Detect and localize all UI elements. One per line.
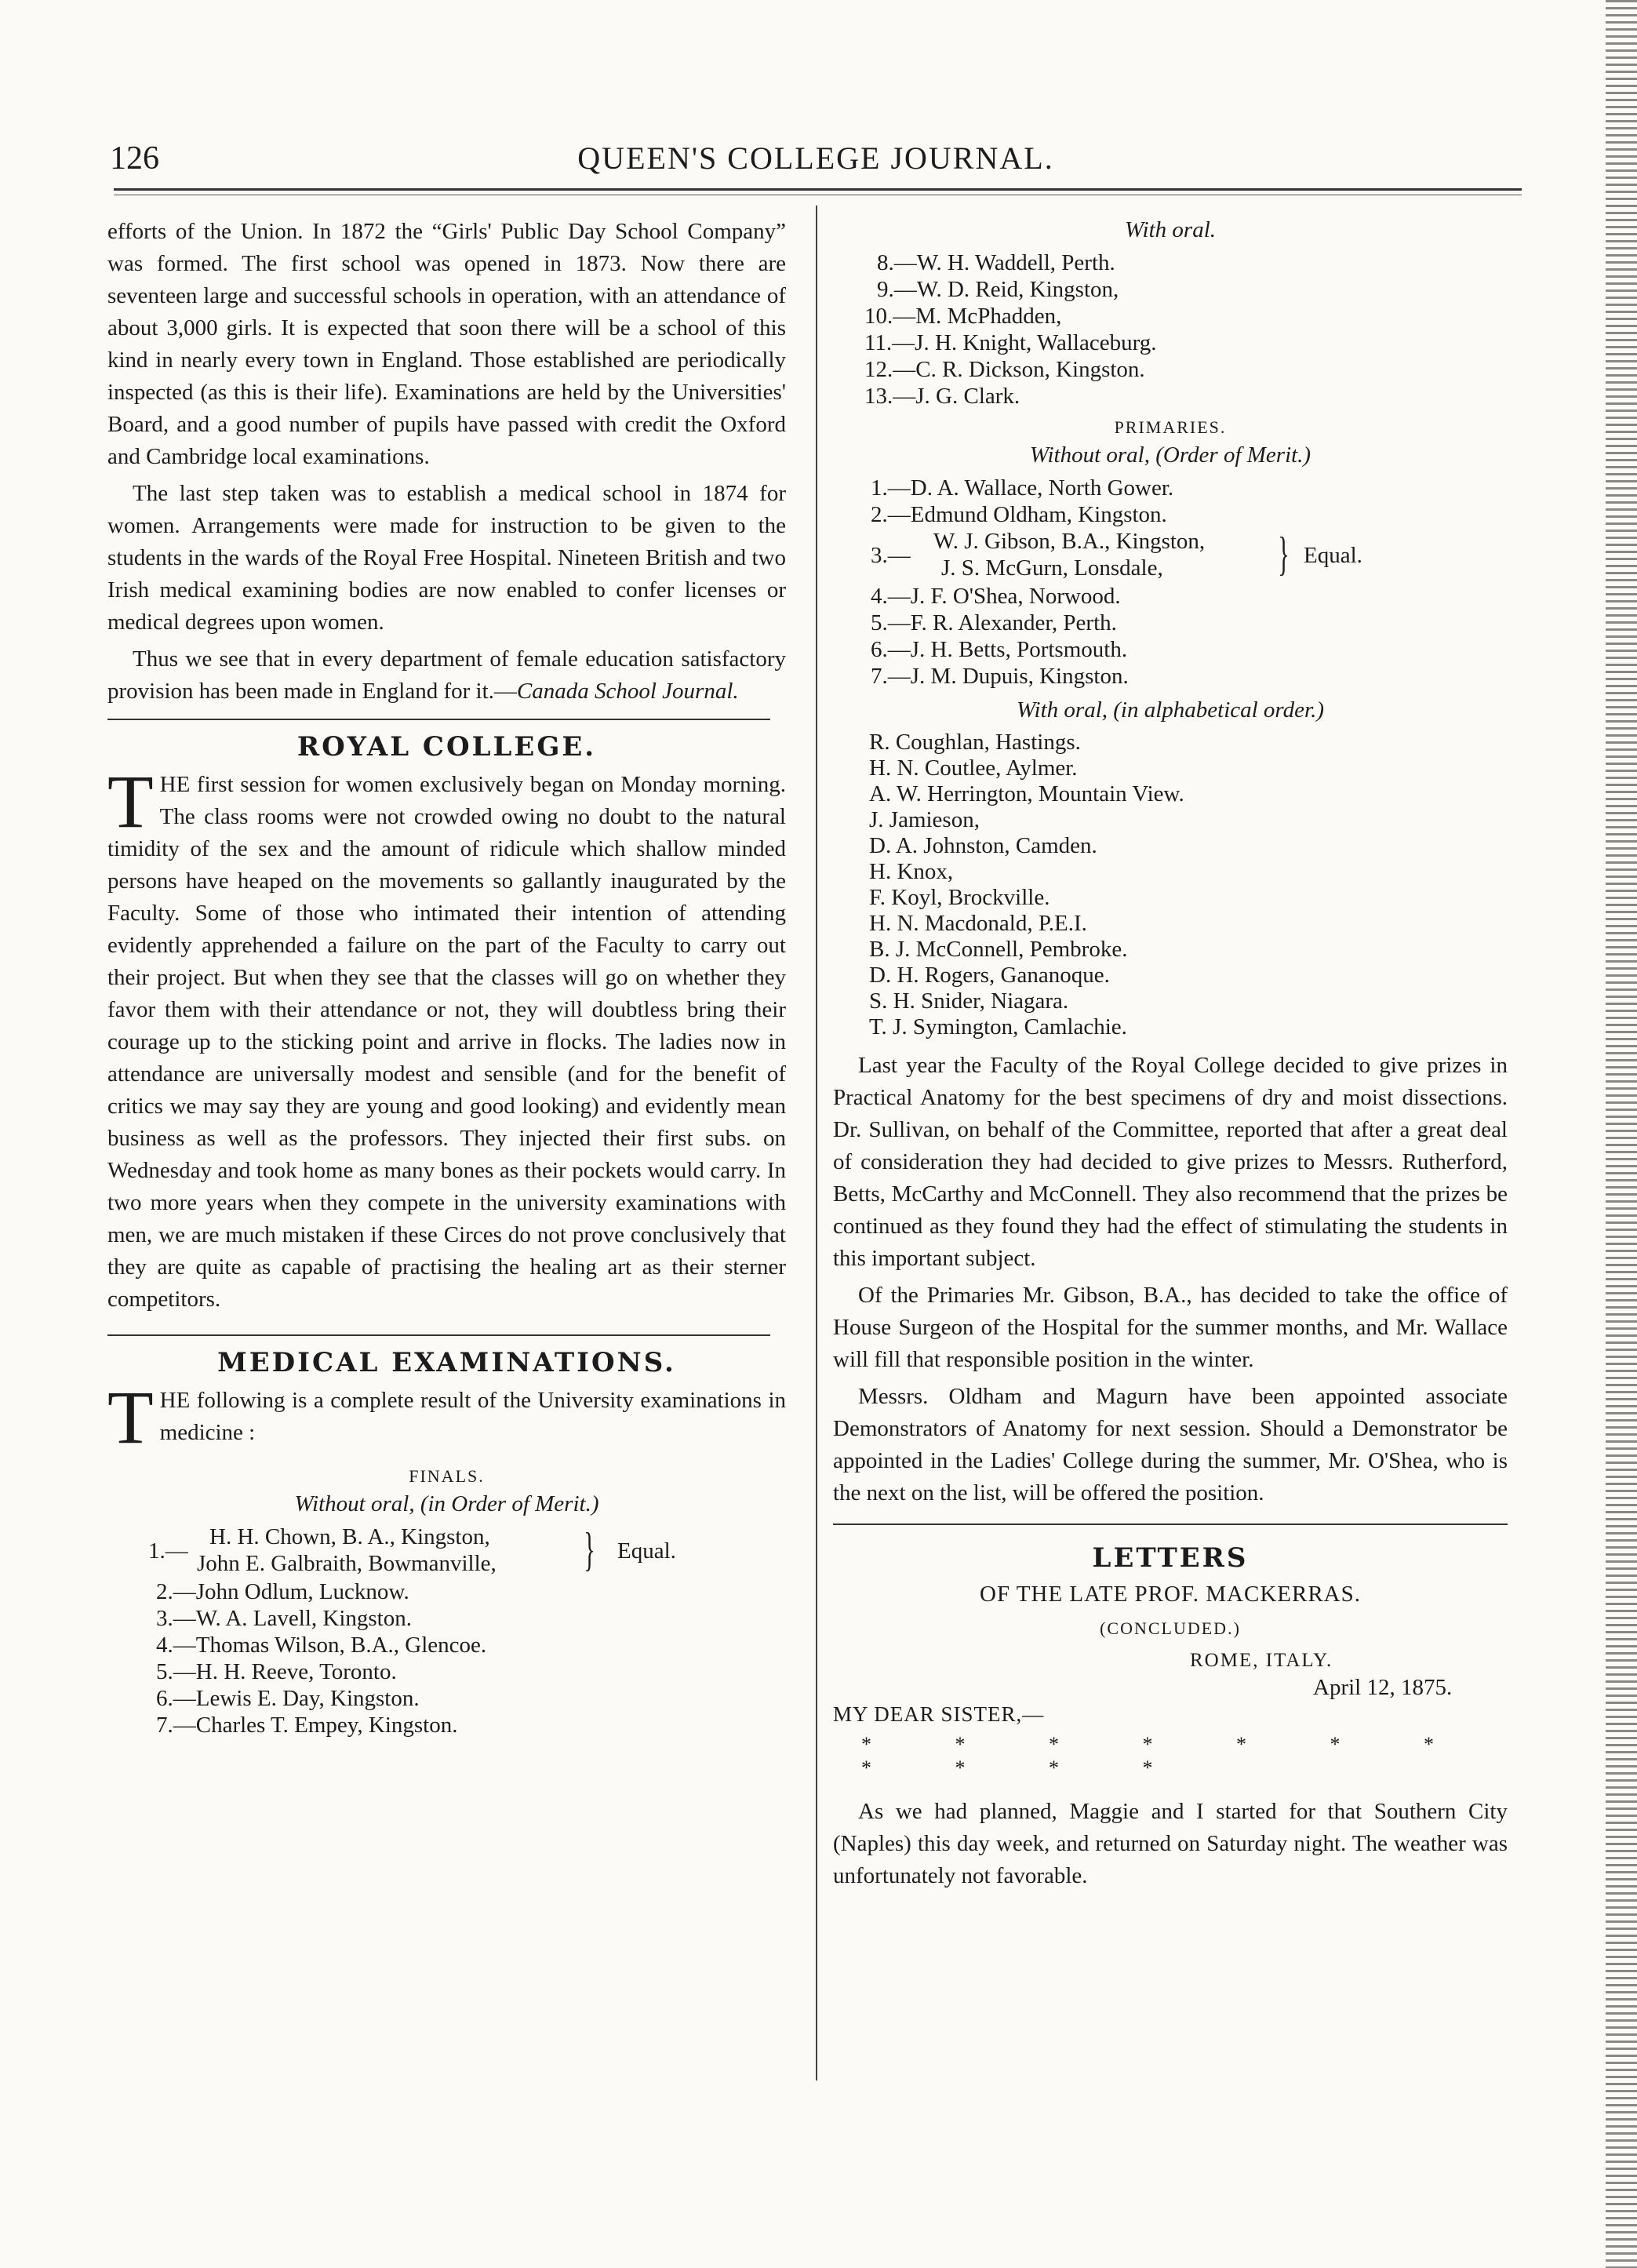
scan-edge <box>1606 0 1637 2268</box>
letters-subtitle: OF THE LATE PROF. MACKERRAS. <box>980 1582 1361 1607</box>
alphabetical-subheading: With oral, (in alphabetical order.) <box>1016 697 1324 723</box>
list-item: D. A. Johnston, Camden. <box>869 833 1097 858</box>
primaries-equal-label: Equal. <box>1304 543 1362 568</box>
intro-paragraph-2: The last step taken was to establish a medical school in 1874 for women. Arrangements were made for instruction to be given to the students in the wards of the Royal Free Hospital. Nineteen British and two Irish medical examining bodies are now enabled to confer licenses or medical degrees upon women. <box>107 481 786 635</box>
list-item: 1.—D. A. Wallace, North Gower. <box>871 475 1174 501</box>
list-item: 9.—W. D. Reid, Kingston, <box>877 277 1119 302</box>
list-item: 2.—John Odlum, Lucknow. <box>156 1579 409 1604</box>
intro-paragraph-1: efforts of the Union. In 1872 the “Girls' Public Day School Company” was formed. The first school was opened in 1873. Now there are seventeen large and successful schools in operation, with an attendance of about 3,000 girls. It is expected that soon there will be a school of this kind in nearly every town in England. Those established are periodically inspected (as this is their life). Examinations are held by the Universities' Board, and a good number of pupils have passed with credit the Oxford and Cambridge local examinations. <box>107 219 786 469</box>
letters-title: LETTERS <box>1092 1542 1249 1574</box>
section-rule <box>107 1334 770 1336</box>
alphabetical-list <box>833 730 1508 1040</box>
running-title: QUEEN'S COLLEGE JOURNAL. <box>577 140 1054 176</box>
finals-equal-names <box>197 1524 497 1577</box>
finals-equal-entry <box>107 1524 786 1578</box>
finals-equal-name-1: H. H. Chown, B. A., Kingston, <box>209 1524 490 1549</box>
medical-exams-title: MEDICAL EXAMINATIONS. <box>217 1347 676 1378</box>
intro-paragraph-3 <box>107 643 786 708</box>
with-oral-list <box>833 249 1508 410</box>
list-item: 13.—J. G. Clark. <box>864 384 1020 409</box>
list-item: H. N. Macdonald, P.E.I. <box>869 911 1087 936</box>
primaries-list-top <box>833 475 1508 528</box>
primaries-equal-name-2: J. S. McGurn, Lonsdale, <box>941 555 1163 581</box>
list-item: R. Coughlan, Hastings. <box>869 730 1081 755</box>
finals-subheading: Without oral, (in Order of Merit.) <box>294 1491 599 1516</box>
medical-dropcap: T <box>107 1375 154 1459</box>
list-item: 10.—M. McPhadden, <box>864 304 1062 329</box>
column-divider <box>816 206 817 2081</box>
list-item: F. Koyl, Brockville. <box>869 885 1050 910</box>
list-item: 3.—W. A. Lavell, Kingston. <box>156 1606 412 1631</box>
finals-equal-label: Equal. <box>617 1538 676 1564</box>
list-item: D. H. Rogers, Gananoque. <box>869 963 1110 988</box>
list-item: S. H. Snider, Niagara. <box>869 988 1069 1014</box>
primaries-equal-name-1: W. J. Gibson, B.A., Kingston, <box>933 529 1206 554</box>
finals-list <box>107 1578 786 1738</box>
primaries-subheading: Without oral, (Order of Merit.) <box>1029 442 1311 468</box>
royal-college-text: HE first session for women exclusively began on Monday morning. The class rooms were not crowded owing no doubt to the natural timidity of the sex and the amount of ridicule which shallow minded persons have heaped on the movements so gallantly inaugurated by the Faculty. Some of those who intimated their intention of attending evidently apprehended a failure on the part of the Faculty to carry out their project. But when they see that the classes will go on whether they favor them with their attendance or not, they will doubtless bring their courage up to the sticking point and arrive in flocks. The ladies now in attendance are universally modest and sensible (and for the benefit of critics we may say they are young and good looking) and evidently mean business as well as the professors. They injected their first subs. on Wednesday and took home as many bones as their pockets would carry. In two more years when they compete in the university examinations with men, we are much mistaken if these Circes do not prove conclusively that they are quite as capable of practising the healing art as their sterner competitors. <box>107 772 786 1312</box>
list-item: A. W. Herrington, Mountain View. <box>869 781 1184 806</box>
list-item: 7.—J. M. Dupuis, Kingston. <box>871 664 1129 689</box>
medical-exams-intro <box>107 1375 786 1459</box>
list-item: J. Jamieson, <box>869 807 980 832</box>
list-item: T. J. Symington, Camlachie. <box>869 1014 1127 1039</box>
with-oral-heading: With oral. <box>1124 217 1216 242</box>
medical-exams-intro-text: HE following is a complete result of the University examinations in medicine : <box>159 1388 786 1445</box>
right-column <box>833 216 1508 1897</box>
list-item: B. J. McConnell, Pembroke. <box>869 937 1128 962</box>
primaries-equal-entry <box>833 528 1508 583</box>
list-item: 7.—Charles T. Empey, Kingston. <box>156 1713 458 1738</box>
finals-equal-name-2: John E. Galbraith, Bowmanville, <box>197 1551 497 1576</box>
list-item: 6.—Lewis E. Day, Kingston. <box>156 1686 420 1711</box>
royal-dropcap: T <box>107 759 154 843</box>
ellipsis-stars: * * * * * * * * * * * <box>861 1733 1473 1779</box>
section-rule <box>833 1524 1508 1525</box>
prizes-paragraph: Last year the Faculty of the Royal College decided to give prizes in Practical Anatomy for the best specimens of dry and moist dissections. Dr. Sullivan, on behalf of the Committee, reported that after a great deal of consideration they had decided to give prizes to Messrs. Rutherford, Betts, McCarthy and McConnell. They also recommend that the prizes be continued as they found they had the effect of stimulating the students in this important subject. <box>833 1053 1508 1271</box>
list-item: 11.—J. H. Knight, Wallaceburg. <box>864 330 1157 355</box>
letter-body: As we had planned, Maggie and I started for that Southern City (Naples) this day week, and returned on Saturday night. The weather was unfortunately not favorable. <box>833 1799 1508 1888</box>
house-surgeon-paragraph: Of the Primaries Mr. Gibson, B.A., has decided to take the office of House Surgeon of the Hospital for the summer months, and Mr. Wallace will fill that responsible position in the winter. <box>833 1283 1508 1372</box>
primaries-equal-number: 3.— <box>871 543 911 568</box>
left-column <box>107 216 786 1738</box>
list-item: 5.—H. H. Reeve, Toronto. <box>156 1659 397 1684</box>
primaries-list-rest <box>833 583 1508 690</box>
letter-place: ROME, ITALY. <box>1190 1650 1333 1671</box>
demonstrators-paragraph: Messrs. Oldham and Magurn have been appointed associate Demonstrators of Anatomy for next session. Should a Demonstrator be appointed in the Ladies' College during the summer, Mr. O'Shea, who is the next on the list, will be offered the position. <box>833 1384 1508 1505</box>
list-item: 5.—F. R. Alexander, Perth. <box>871 610 1117 635</box>
list-item: 4.—J. F. O'Shea, Norwood. <box>871 584 1121 609</box>
header-rule <box>114 188 1522 191</box>
list-item: H. N. Coutlee, Aylmer. <box>869 755 1078 781</box>
royal-college-body <box>107 759 786 1316</box>
intro-source: Canada School Journal. <box>516 679 739 704</box>
royal-college-title: ROYAL COLLEGE. <box>296 731 597 763</box>
page-number: 126 <box>110 140 159 177</box>
finals-heading: FINALS. <box>409 1466 485 1486</box>
list-item: H. Knox, <box>869 859 954 884</box>
brace-icon: } <box>584 1524 595 1575</box>
primaries-equal-names <box>933 528 1205 581</box>
list-item: 4.—Thomas Wilson, B.A., Glencoe. <box>156 1633 487 1658</box>
brace-icon: } <box>1278 528 1290 580</box>
letter-date: April 12, 1875. <box>1313 1675 1453 1700</box>
letter-salutation: MY DEAR SISTER,— <box>833 1702 1045 1726</box>
finals-equal-number: 1.— <box>148 1538 188 1564</box>
intro-paragraph-3-text: Thus we see that in every department of female education satisfactory provision has been made in England for it.— <box>107 646 786 704</box>
concluded-label: (CONCLUDED.) <box>1100 1618 1241 1638</box>
list-item: 6.—J. H. Betts, Portsmouth. <box>871 637 1128 662</box>
page-header <box>110 140 1522 187</box>
list-item: 2.—Edmund Oldham, Kingston. <box>871 502 1167 527</box>
list-item: 8.—W. H. Waddell, Perth. <box>877 250 1115 275</box>
list-item: 12.—C. R. Dickson, Kingston. <box>864 357 1145 382</box>
section-rule <box>107 719 770 720</box>
primaries-heading: PRIMARIES. <box>1114 417 1227 437</box>
